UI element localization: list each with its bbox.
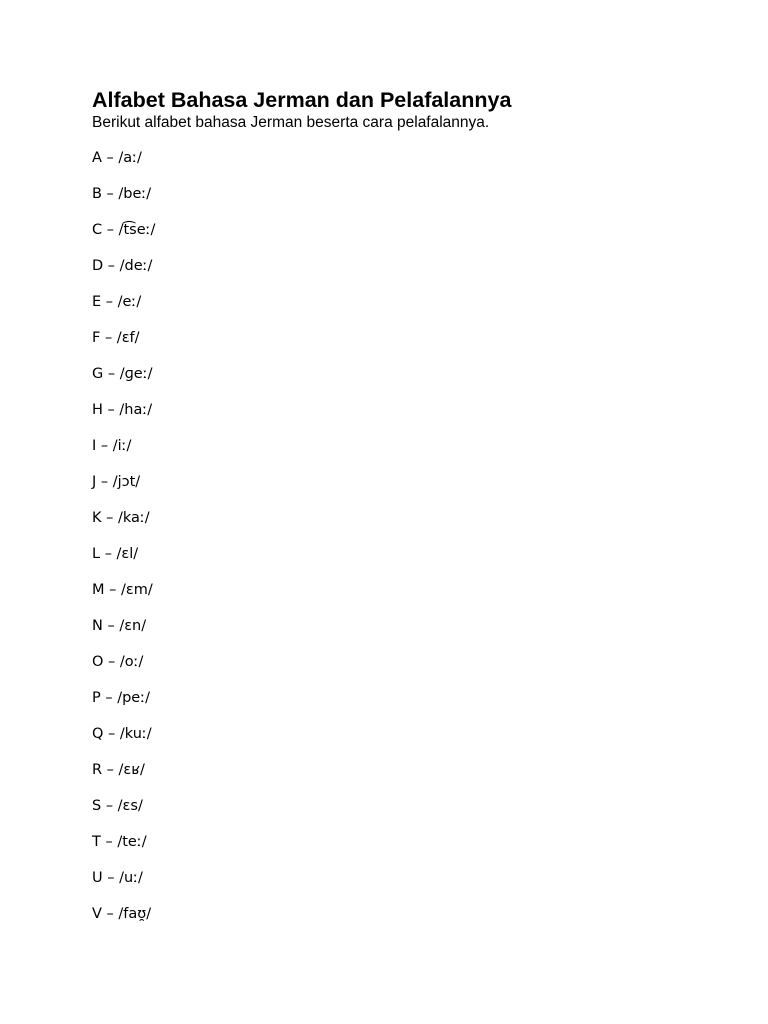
alphabet-entry-d: D – /deː/: [92, 258, 153, 274]
alphabet-entry-o: O – /oː/: [92, 654, 144, 670]
alphabet-list: [92, 149, 732, 924]
page-title: Alfabet Bahasa Jerman dan Pelafalannya: [92, 88, 512, 112]
alphabet-entry-p: P – /peː/: [92, 690, 150, 706]
alphabet-entry-m: M – /ɛm/: [92, 582, 153, 598]
alphabet-entry-s: S – /ɛs/: [92, 798, 143, 814]
alphabet-entry-h: H – /haː/: [92, 402, 153, 418]
alphabet-entry-g: G – /ɡeː/: [92, 366, 153, 382]
alphabet-entry-e: E – /eː/: [92, 294, 142, 310]
alphabet-entry-v: V – /faʊ̯/: [92, 906, 152, 922]
page-subtitle: Berikut alfabet bahasa Jerman beserta cara pelafalannya.: [92, 114, 490, 131]
alphabet-entry-u: U – /uː/: [92, 870, 143, 886]
alphabet-entry-j: J – /jɔt/: [92, 474, 141, 490]
alphabet-entry-c: C – /t͡seː/: [92, 222, 156, 238]
alphabet-entry-f: F – /ɛf/: [92, 330, 140, 346]
alphabet-entry-q: Q – /kuː/: [92, 726, 152, 742]
alphabet-entry-n: N – /ɛn/: [92, 618, 147, 634]
alphabet-entry-i: I – /iː/: [92, 438, 132, 454]
alphabet-entry-l: L – /ɛl/: [92, 546, 139, 562]
alphabet-entry-b: B – /beː/: [92, 186, 152, 202]
alphabet-entry-r: R – /ɛʁ/: [92, 762, 145, 778]
alphabet-entry-a: A – /aː/: [92, 150, 142, 166]
alphabet-entry-t: T – /teː/: [92, 834, 147, 850]
alphabet-entry-k: K – /kaː/: [92, 510, 150, 526]
document-content: [92, 87, 732, 941]
